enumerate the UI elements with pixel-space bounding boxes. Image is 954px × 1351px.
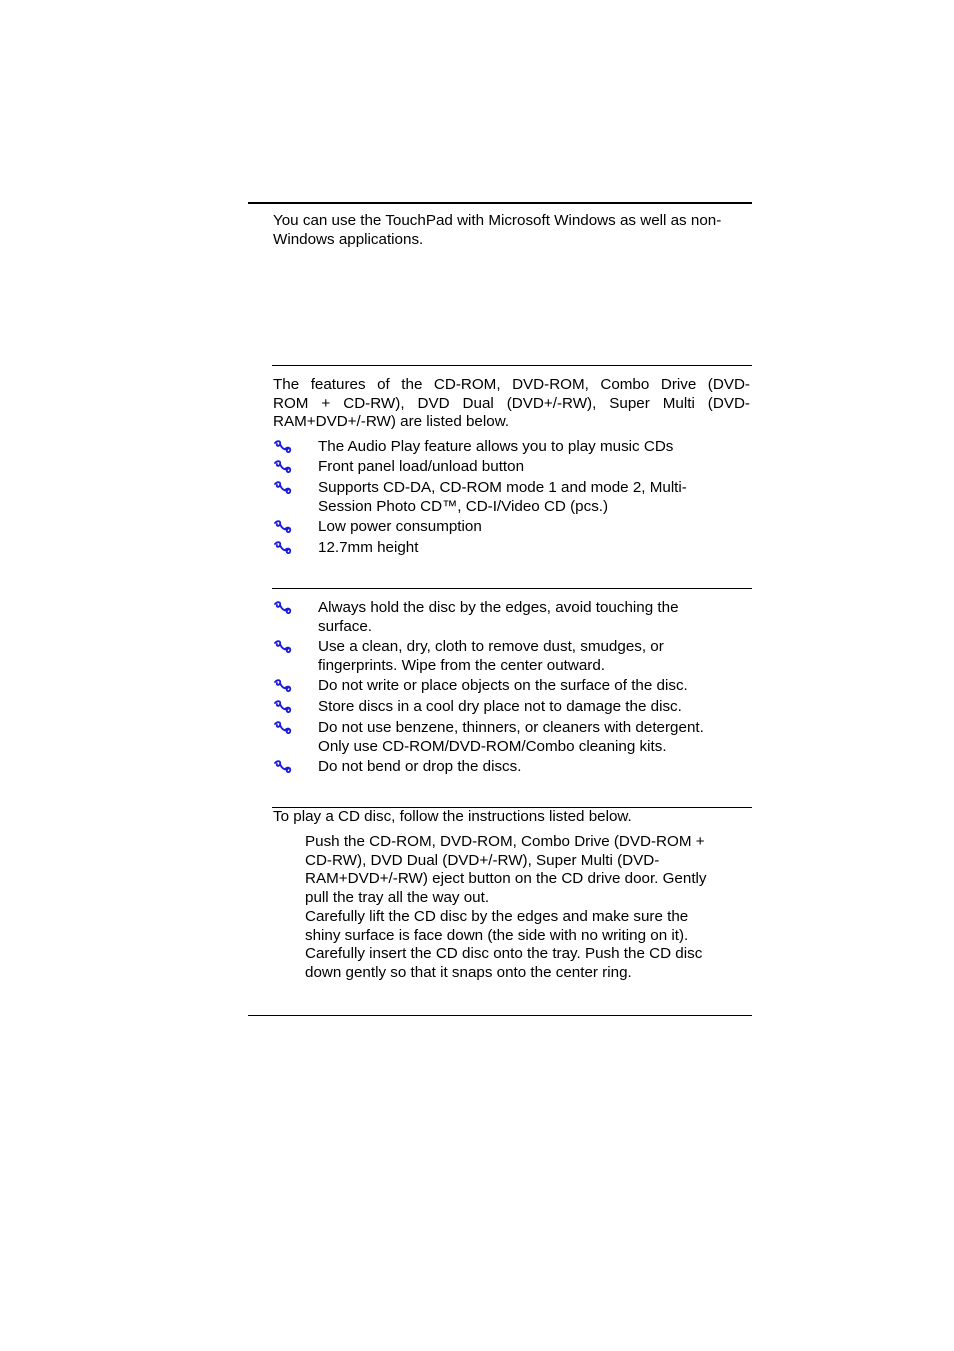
- cdrom-intro-line-1: The features of the CD-ROM, DVD-ROM, Combo Drive (DVD-: [273, 376, 750, 393]
- feature-text: Front panel load/unload button: [318, 458, 525, 475]
- care-text-line-2: surface.: [318, 617, 373, 635]
- touchpad-intro-line-2: Windows applications.: [273, 230, 424, 248]
- care-text: Do not bend or drop the discs.: [318, 758, 522, 775]
- play-cd-intro: To play a CD disc, follow the instructions listed below.: [273, 808, 632, 825]
- swirl-bullet-icon: [273, 520, 293, 534]
- step-text-line-4: pull the tray all the way out.: [305, 888, 490, 906]
- care-text-line-2: Only use CD-ROM/DVD-ROM/Combo cleaning kits.: [318, 737, 667, 755]
- care-text-line-1: Always hold the disc by the edges, avoid touching the: [318, 599, 679, 616]
- feature-text: The Audio Play feature allows you to play music CDs: [318, 438, 674, 455]
- cdrom-intro-line-2: ROM + CD-RW), DVD Dual (DVD+/-RW), Super Multi (DVD-: [273, 394, 750, 412]
- step-item: [305, 945, 750, 982]
- swirl-bullet-icon: [273, 460, 293, 474]
- disc-care-section-rule: [272, 588, 752, 589]
- step-item: [305, 833, 750, 907]
- care-text-line-1: Do not use benzene, thinners, or cleaners with detergent.: [318, 719, 704, 736]
- step-text-line-1: Carefully lift the CD disc by the edges and make sure the: [305, 908, 689, 925]
- swirl-bullet-icon: [273, 760, 293, 774]
- swirl-bullet-icon: [273, 700, 293, 714]
- step-text-line-2: shiny surface is face down (the side with no writing on it).: [305, 926, 689, 944]
- care-text: Store discs in a cool dry place not to damage the disc.: [318, 698, 682, 715]
- swirl-bullet-icon: [273, 601, 293, 615]
- care-text: [318, 638, 750, 675]
- feature-text: [318, 479, 750, 516]
- feature-text-line-1: Supports CD-DA, CD-ROM mode 1 and mode 2, Multi-: [318, 479, 687, 496]
- step-text-line-3: RAM+DVD+/-RW) eject button on the CD drive door. Gently: [305, 870, 707, 888]
- step-text-line-1: Push the CD-ROM, DVD-ROM, Combo Drive (DVD-ROM +: [305, 833, 705, 850]
- swirl-bullet-icon: [273, 721, 293, 735]
- swirl-bullet-icon: [273, 541, 293, 555]
- swirl-bullet-icon: [273, 481, 293, 495]
- cdrom-intro-line-3: RAM+DVD+/-RW) are listed below.: [273, 413, 510, 431]
- feature-text-line-2: Session Photo CD™, CD-I/Video CD (pcs.): [318, 497, 609, 515]
- touchpad-intro-line-1: You can use the TouchPad with Microsoft Windows as well as non-: [273, 212, 722, 229]
- care-text-line-1: Use a clean, dry, cloth to remove dust, smudges, or: [318, 638, 664, 655]
- step-item: [305, 908, 750, 945]
- care-text: [318, 599, 750, 636]
- step-text-line-1: Carefully insert the CD disc onto the tray. Push the CD disc: [305, 945, 703, 962]
- care-text: [318, 719, 750, 756]
- top-rule: [248, 202, 752, 204]
- cdrom-intro-paragraph: [273, 376, 750, 432]
- bottom-rule: [248, 1015, 752, 1016]
- touchpad-intro-paragraph: [273, 212, 750, 249]
- care-text: Do not write or place objects on the surface of the disc.: [318, 677, 688, 694]
- cdrom-section-rule: [272, 365, 752, 366]
- swirl-bullet-icon: [273, 679, 293, 693]
- feature-text: Low power consumption: [318, 518, 482, 535]
- swirl-bullet-icon: [273, 440, 293, 454]
- step-text-line-2: CD-RW), DVD Dual (DVD+/-RW), Super Multi (DVD-: [305, 851, 660, 869]
- feature-text: 12.7mm height: [318, 539, 419, 556]
- swirl-bullet-icon: [273, 640, 293, 654]
- step-text-line-2: down gently so that it snaps onto the center ring.: [305, 963, 632, 981]
- care-text-line-2: fingerprints. Wipe from the center outward.: [318, 656, 605, 674]
